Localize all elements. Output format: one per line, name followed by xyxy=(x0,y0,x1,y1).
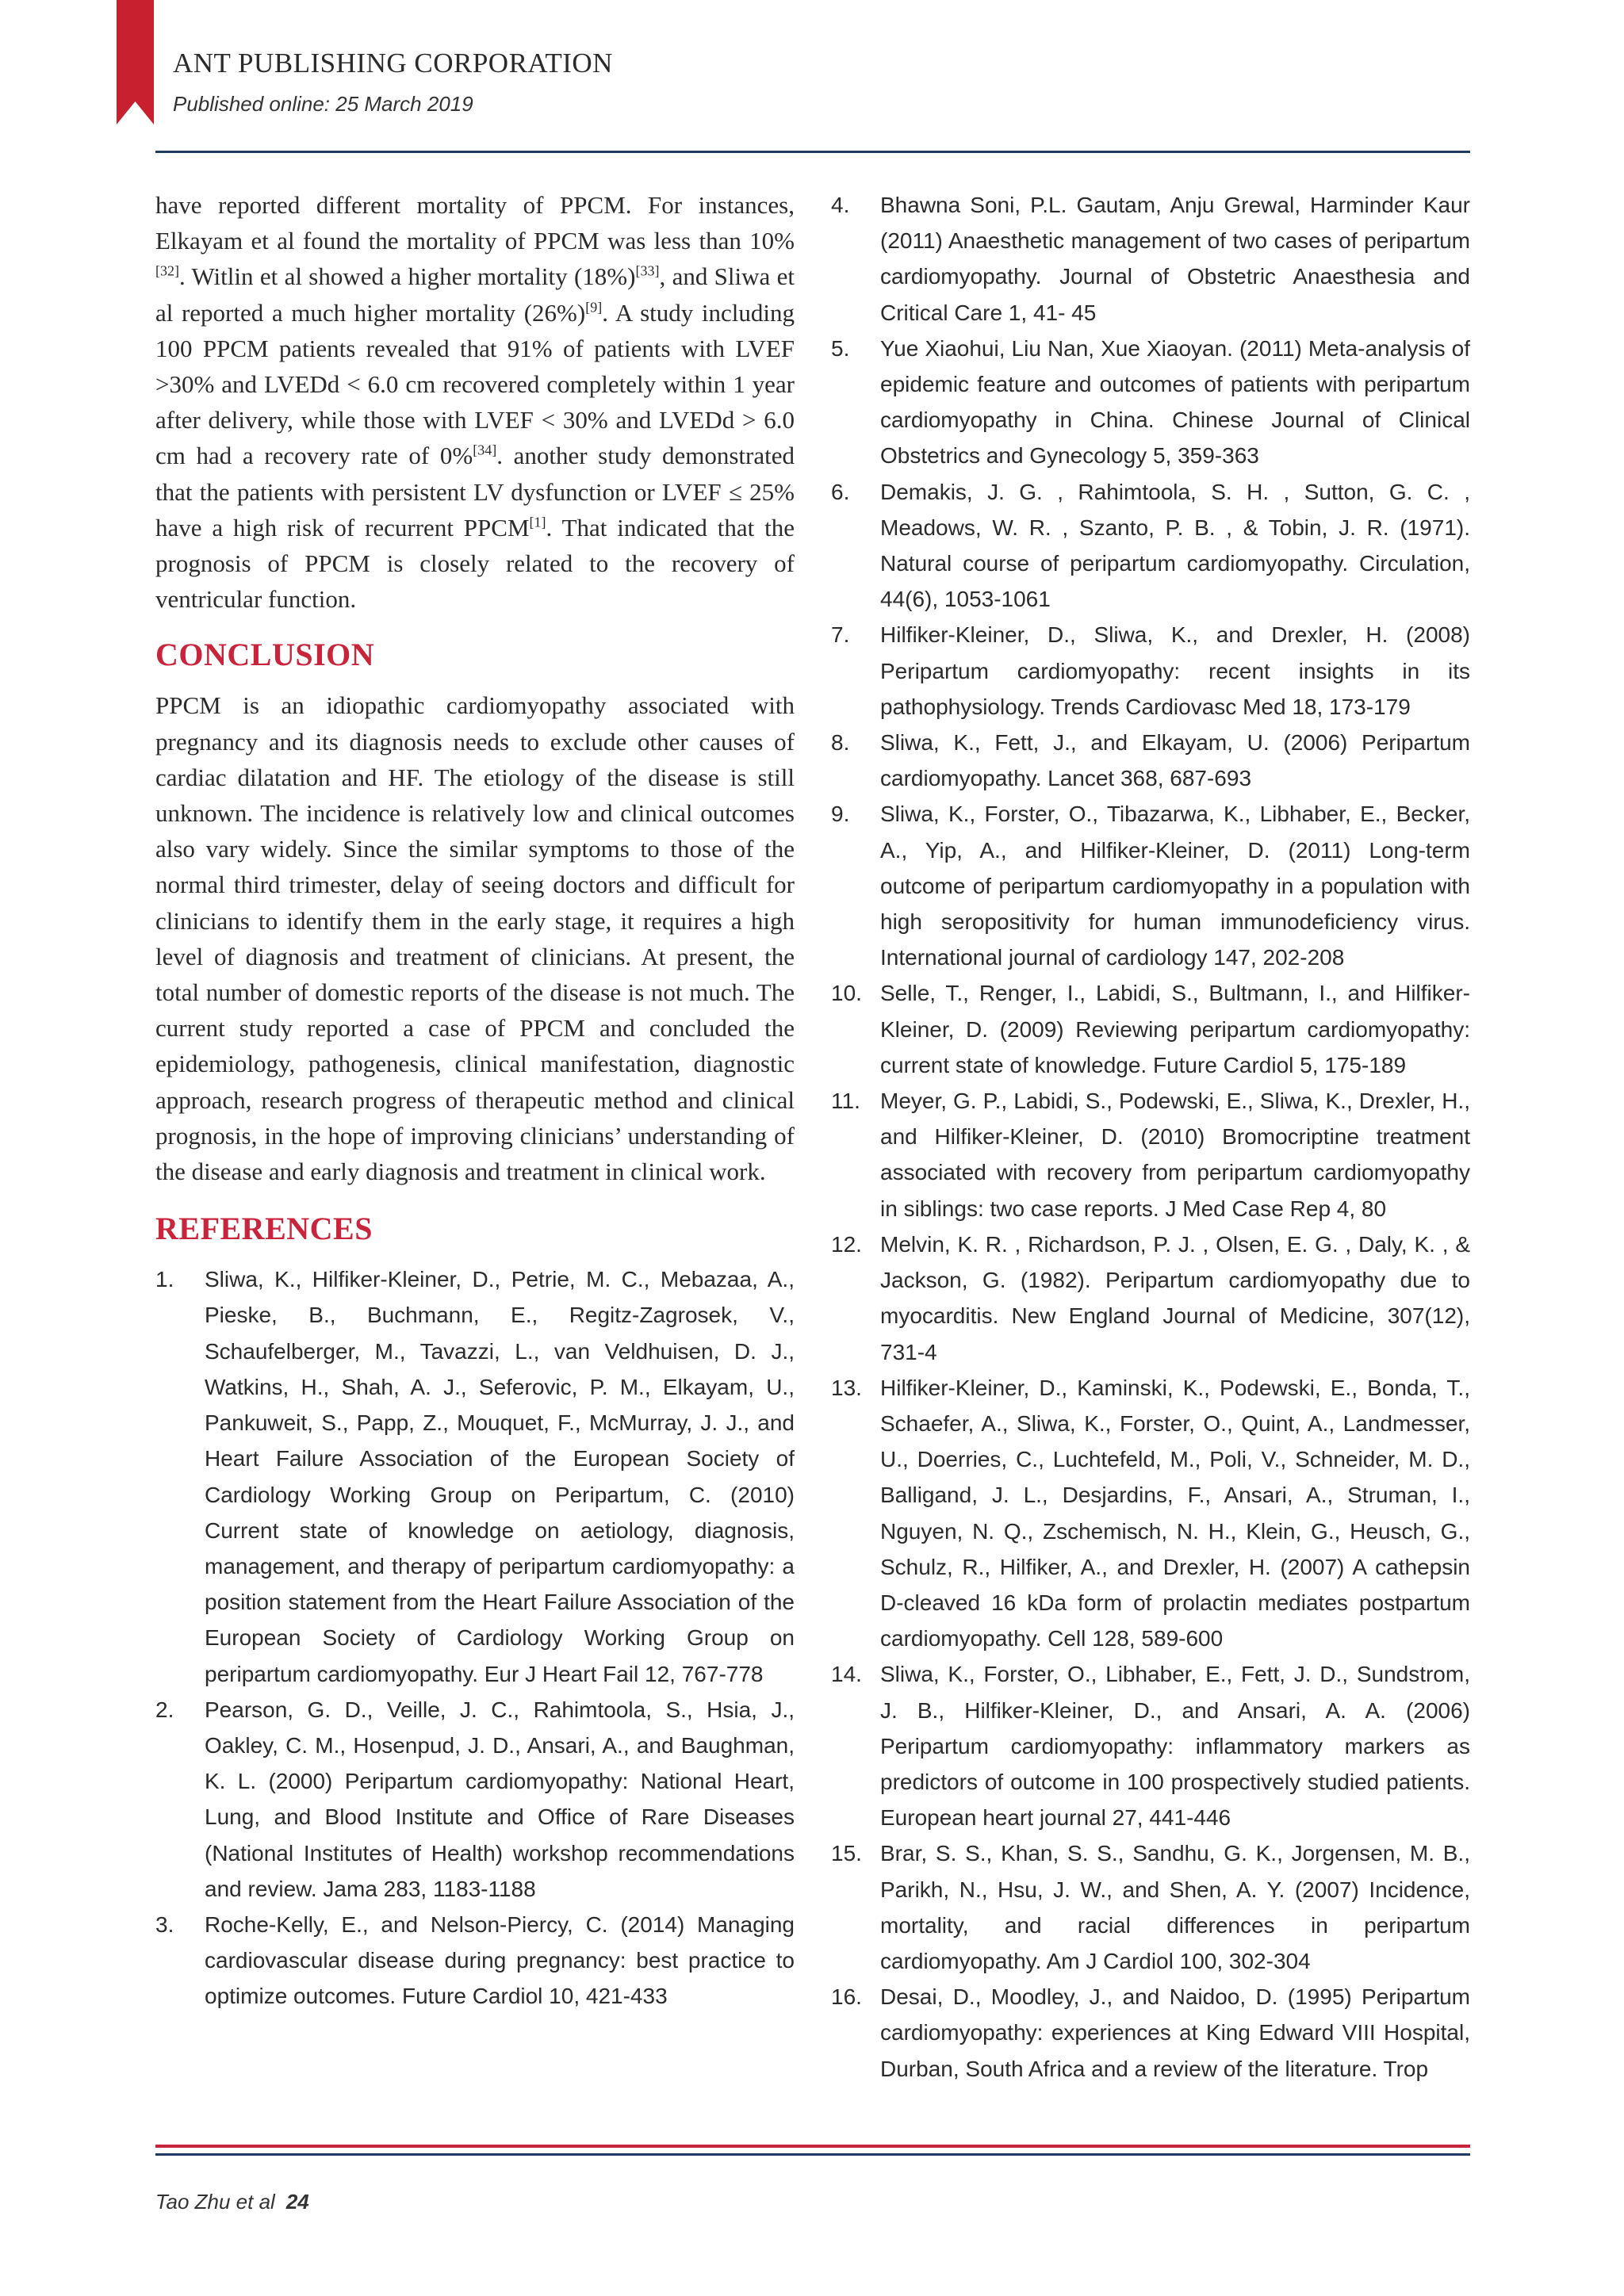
reference-number: 7. xyxy=(831,622,850,648)
bookmark-ribbon-icon xyxy=(117,0,154,124)
reference-text: Sliwa, K., Fett, J., and Elkayam, U. (2006) Peripartum cardiomyopathy. Lancet 368, 687-693 xyxy=(880,730,1470,791)
reference-item xyxy=(155,1261,795,1691)
reference-number: 12. xyxy=(831,1231,862,1257)
reference-number: 6. xyxy=(831,479,850,504)
reference-text: Meyer, G. P., Labidi, S., Podewski, E., Sliwa, K., Drexler, H., and Hilfiker-Kleiner, D. (2010) Bromocriptine treatment associated with recovery from peripartum cardiomyopathy in siblings: two case reports. J Med Case Rep 4, 80 xyxy=(880,1089,1470,1221)
conclusion-heading: CONCLUSION xyxy=(155,637,375,673)
reference-text: Brar, S. S., Khan, S. S., Sandhu, G. K., Jorgensen, M. B., Parikh, N., Hsu, J. W., and Shen, A. Y. (2007) Incidence, mortality, and racial differences in peripartum cardiomyopathy. Am J Cardiol 100, 302-304 xyxy=(880,1841,1470,1973)
reference-item xyxy=(155,1907,795,2015)
intro-paragraph: have reported different mortality of PPCM. For instances, Elkayam et al found the mortality of PPCM was less than 10%[32]. Witlin et al showed a higher mortality (18%)[33], and Sliwa et al reported a much higher mortality (26%)[9]. A study including 100 PPCM patients revealed that 91% of patients with LVEF >30% and LVEDd < 6.0 cm recovered completely within 1 year after delivery, while those with LVEF < 30% and LVEDd > 6.0 cm had a recovery rate of 0%[34]. another study demonstrated that the patients with persistent LV dysfunction or LVEF ≤ 25% have a high risk of recurrent PPCM[1]. That indicated that the prognosis of PPCM is closely related to the recovery of ventricular function. xyxy=(155,191,795,614)
reference-number: 13. xyxy=(831,1375,862,1400)
running-author: Tao Zhu et al xyxy=(155,2190,275,2214)
reference-item xyxy=(831,725,1470,796)
reference-item xyxy=(831,187,1470,331)
reference-text: Sliwa, K., Hilfiker-Kleiner, D., Petrie, M. C., Mebazaa, A., Pieske, B., Buchmann, E., Regitz-Zagrosek, V., Schaufelberger, M., Tavazzi, L., van Veldhuisen, D. J., Watkins, H., Shah, A. J., Seferovic, P. M., Elkayam, U., Pankuweit, S., Papp, Z., Mouquet, F., McMurray, J. J., and Heart Failure Association of the European Society of Cardiology Working Group on Peripartum, C. (2010) Current state of knowledge on aetiology, diagnosis, management, and therapy of peripartum cardiomyopathy: a position statement from the Heart Failure Association of the European Society of Cardiology Working Group on peripartum cardiomyopathy. Eur J Heart Fail 12, 767-778 xyxy=(205,1267,795,1686)
reference-item xyxy=(831,617,1470,725)
reference-number: 5. xyxy=(831,335,850,361)
citation-9[interactable]: [9] xyxy=(585,299,603,316)
footer-divider-navy xyxy=(155,2153,1470,2156)
reference-item xyxy=(831,796,1470,975)
reference-text: Demakis, J. G. , Rahimtoola, S. H. , Sutton, G. C. , Meadows, W. R. , Szanto, P. B. , & Tobin, J. R. (1971). Natural course of peripartum cardiomyopathy. Circulation, 44(6), 1053-1061 xyxy=(880,479,1470,612)
citation-32[interactable]: [32] xyxy=(155,263,179,280)
reference-list-right xyxy=(831,187,1470,2087)
left-column xyxy=(155,187,795,2015)
reference-number: 8. xyxy=(831,730,850,756)
conclusion-paragraph: PPCM is an idiopathic cardiomyopathy associated with pregnancy and its diagnosis needs to exclude other causes of cardiac dilatation and HF. The etiology of the disease is still unknown. The incidence is relatively low and clinical outcomes also vary widely. Since the similar symptoms to those of the normal third trimester, delay of seeing doctors and difficult for clinicians to identify them in the early stage, it requires a high level of diagnosis and treatment of clinicians. At present, the total number of domestic reports of the disease is not much. The current study reported a case of PPCM and concluded the epidemiology, pathogenesis, clinical manifestation, diagnostic approach, research progress of therapeutic method and clinical prognosis, in the hope of improving clinicians’ understanding of the disease and early diagnosis and treatment in clinical work. xyxy=(155,691,795,1186)
reference-item xyxy=(155,1692,795,1907)
reference-text: Roche-Kelly, E., and Nelson-Piercy, C. (2014) Managing cardiovascular disease during pregnancy: best practice to optimize outcomes. Future Cardiol 10, 421-433 xyxy=(205,1911,795,2009)
reference-item xyxy=(831,1979,1470,2087)
reference-text: Bhawna Soni, P.L. Gautam, Anju Grewal, Harminder Kaur (2011) Anaesthetic management of two cases of peripartum cardiomyopathy. Journal of Obstetric Anaesthesia and Critical Care 1, 41- 45 xyxy=(880,193,1470,325)
references-heading: REFERENCES xyxy=(155,1211,373,1247)
page-footer xyxy=(155,2190,309,2214)
reference-text: Sliwa, K., Forster, O., Tibazarwa, K., Libhaber, E., Becker, A., Yip, A., and Hilfiker-Kleiner, D. (2011) Long-term outcome of peripartum cardiomyopathy in a population with high seropositivity for human immunodeficiency virus. International journal of cardiology 147, 202-208 xyxy=(880,802,1470,970)
reference-text: Desai, D., Moodley, J., and Naidoo, D. (1995) Peripartum cardiomyopathy: experiences at King Edward VIII Hospital, Durban, South Africa and a review of the literature. Trop xyxy=(880,1984,1470,2081)
citation-34[interactable]: [34] xyxy=(473,442,497,459)
reference-number: 2. xyxy=(155,1697,174,1722)
reference-text: Pearson, G. D., Veille, J. C., Rahimtoola, S., Hsia, J., Oakley, C. M., Hosenpud, J. D., Ansari, A., and Baughman, K. L. (2000) Peripartum cardiomyopathy: National Heart, Lung, and Blood Institute and Office of Rare Diseases (National Institutes of Health) workshop recommendations and review. Jama 283, 1183-1188 xyxy=(205,1697,795,1901)
reference-item xyxy=(831,1370,1470,1657)
footer-divider-red xyxy=(155,2145,1470,2148)
reference-number: 9. xyxy=(831,802,850,827)
reference-item xyxy=(831,331,1470,474)
reference-item xyxy=(831,1226,1470,1370)
reference-number: 1. xyxy=(155,1267,174,1292)
reference-number: 4. xyxy=(831,193,850,217)
reference-text: Hilfiker-Kleiner, D., Sliwa, K., and Drexler, H. (2008) Peripartum cardiomyopathy: recent insights in its pathophysiology. Trends Cardiovasc Med 18, 173-179 xyxy=(880,622,1470,719)
right-column xyxy=(831,187,1470,2087)
publication-date: Published online: 25 March 2019 xyxy=(173,92,473,116)
page-number: 24 xyxy=(285,2190,309,2214)
reference-number: 14. xyxy=(831,1662,862,1687)
reference-text: Hilfiker-Kleiner, D., Kaminski, K., Podewski, E., Bonda, T., Schaefer, A., Sliwa, K., Forster, O., Quint, A., Landmesser, U., Doerries, C., Luchtefeld, M., Poli, V., Schneider, M. D., Balligand, J. L., Desjardins, F., Ansari, A., Struman, I., Nguyen, N. Q., Zschemisch, N. H., Klein, G., Heusch, G., Schulz, R., Hilfiker, A., and Drexler, H. (2007) A cathepsin D-cleaved 16 kDa form of prolactin mediates postpartum cardiomyopathy. Cell 128, 589-600 xyxy=(880,1375,1470,1651)
reference-number: 10. xyxy=(831,981,862,1006)
citation-1[interactable]: [1] xyxy=(529,514,546,530)
reference-text: Sliwa, K., Forster, O., Libhaber, E., Fett, J. D., Sundstrom, J. B., Hilfiker-Kleiner, D., and Ansari, A. A. (2006) Peripartum cardiomyopathy: inflammatory markers as predictors of outcome in 100 prospectively studied patients. European heart journal 27, 441-446 xyxy=(880,1662,1470,1831)
header-divider xyxy=(155,151,1470,153)
reference-text: Melvin, K. R. , Richardson, P. J. , Olsen, E. G. , Daly, K. , & Jackson, G. (1982). Peripartum cardiomyopathy due to myocarditis. New England Journal of Medicine, 307(12), 731-4 xyxy=(880,1231,1470,1364)
reference-item xyxy=(831,1083,1470,1226)
reference-text: Selle, T., Renger, I., Labidi, S., Bultmann, I., and Hilfiker-Kleiner, D. (2009) Reviewing peripartum cardiomyopathy: current state of knowledge. Future Cardiol 5, 175-189 xyxy=(880,981,1470,1077)
reference-list-left xyxy=(155,1261,795,2014)
reference-number: 16. xyxy=(831,1984,862,2010)
reference-text: Yue Xiaohui, Liu Nan, Xue Xiaoyan. (2011) Meta-analysis of epidemic feature and outcomes of patients with peripartum cardiomyopathy in China. Chinese Journal of Clinical Obstetrics and Gynecology 5, 359-363 xyxy=(880,335,1470,469)
reference-number: 11. xyxy=(831,1089,860,1114)
citation-33[interactable]: [33] xyxy=(635,263,660,280)
reference-item xyxy=(831,474,1470,618)
reference-item xyxy=(831,1835,1470,1979)
reference-number: 3. xyxy=(155,1911,174,1937)
reference-item xyxy=(831,1656,1470,1835)
reference-item xyxy=(831,975,1470,1083)
publisher-name: ANT PUBLISHING CORPORATION xyxy=(173,48,613,78)
reference-number: 15. xyxy=(831,1841,862,1866)
